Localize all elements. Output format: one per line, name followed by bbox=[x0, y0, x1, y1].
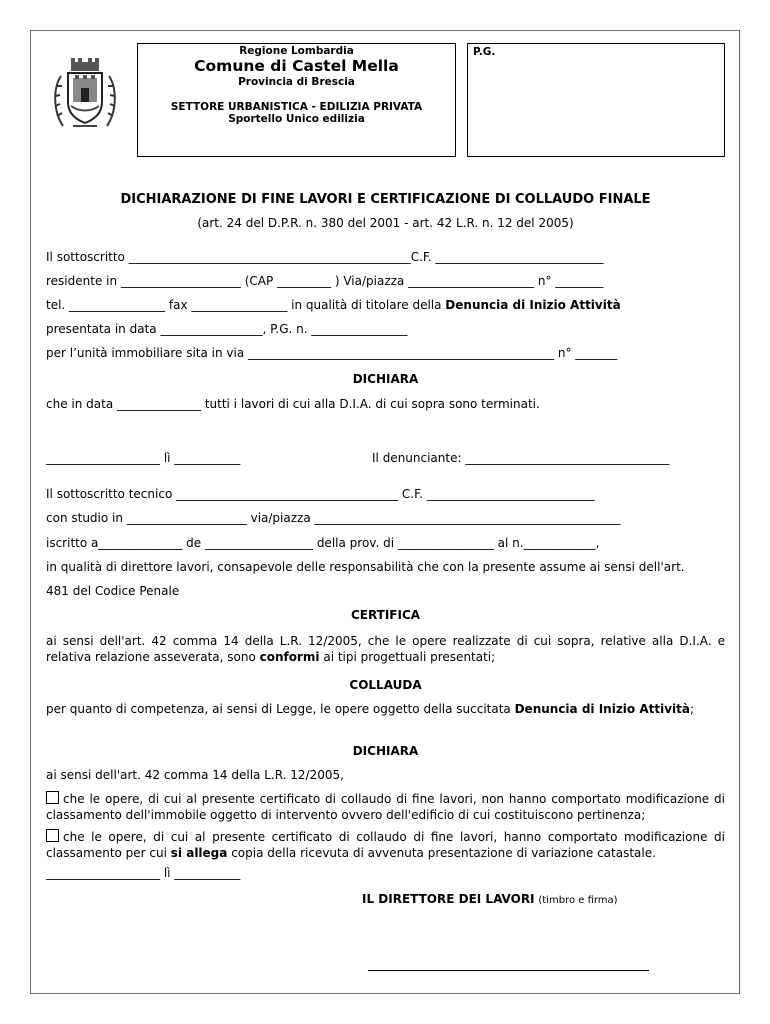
pg-label: P.G. bbox=[473, 46, 496, 58]
settore-name: SETTORE URBANISTICA - EDILIZIA PRIVATA bbox=[170, 101, 423, 113]
header-box bbox=[137, 43, 456, 157]
coat-of-arms-icon bbox=[51, 56, 119, 132]
comune-name: Comune di Castel Mella bbox=[194, 57, 399, 75]
checkbox-no-classamento[interactable] bbox=[46, 791, 59, 804]
owner-address-line: residente in ____________________ (CAP _________ ) Via/piazza _____________________ n° ________ bbox=[46, 274, 604, 288]
certifica-heading: CERTIFICA bbox=[350, 608, 421, 622]
collauda-text: per quanto di competenza, ai sensi di Legge, le opere oggetto della succitata Denuncia di Inizio Attività; bbox=[46, 702, 695, 716]
dichiara2-intro: ai sensi dell'art. 42 comma 14 della L.R. 12/2005, bbox=[46, 768, 344, 782]
tecnico-name-line: Il sottoscritto tecnico _____________________________________ C.F. ____________________________ bbox=[46, 487, 595, 501]
tecnico-role-line: in qualità di direttore lavori, consapevole delle responsabilità che con la presente assume ai sensi dell'art. bbox=[46, 560, 685, 574]
certifica-text: ai sensi dell'art. 42 comma 14 della L.R. 12/2005, che le opere realizzate di cui sopra, relative alla D.I.A. e relativa relazione asseverata, sono conformi ai tipi progettuali presentati; bbox=[46, 634, 725, 664]
option-no-classamento: che le opere, di cui al presente certificato di collaudo di fine lavori, non hanno comportato modificazione di classamento dell'immobile oggetto di intervento ovvero dell'edificio di cui costituiscono pertinenza; bbox=[46, 792, 725, 822]
place-date-line-2: ___________________ lì ___________ bbox=[46, 866, 241, 880]
direttore-label: IL DIRETTORE DEI LAVORI (timbro e firma) bbox=[362, 892, 618, 906]
dichiara-heading: DICHIARA bbox=[352, 372, 419, 386]
document-title: DICHIARAZIONE DI FINE LAVORI E CERTIFICAZIONE DI COLLAUDO FINALE bbox=[120, 192, 651, 207]
property-address-line: per l’unità immobiliare sita in via ___________________________________________________ n° _______ bbox=[46, 346, 618, 360]
dia-date-line: presentata in data _________________, P.G. n. ________________ bbox=[46, 322, 408, 336]
denunciante-signature-line: Il denunciante: __________________________________ bbox=[372, 451, 670, 465]
dia-label: Denuncia di Inizio Attività bbox=[445, 298, 621, 312]
provincia-name: Provincia di Brescia bbox=[238, 76, 355, 88]
sportello-name: Sportello Unico edilizia bbox=[228, 113, 365, 125]
tecnico-role-line-2: 481 del Codice Penale bbox=[46, 584, 180, 598]
document-subtitle: (art. 24 del D.P.R. n. 380 del 2001 - art. 42 L.R. n. 12 del 2005) bbox=[197, 216, 574, 230]
dichiara2-heading: DICHIARA bbox=[352, 744, 419, 758]
checkbox-classamento[interactable] bbox=[46, 829, 59, 842]
tecnico-register-line: iscritto a______________ de __________________ della prov. di ________________ al n.____________, bbox=[46, 536, 600, 550]
tecnico-studio-line: con studio in ____________________ via/piazza ___________________________________________________ bbox=[46, 511, 621, 525]
owner-name-line: Il sottoscritto _______________________________________________C.F. ____________________________ bbox=[46, 250, 604, 264]
direttore-signature-line bbox=[368, 970, 649, 971]
region-name: Regione Lombardia bbox=[239, 45, 354, 57]
timbro-note: (timbro e firma) bbox=[538, 895, 618, 906]
place-date-line: ___________________ lì ___________ bbox=[46, 451, 241, 465]
end-date-line: che in data ______________ tutti i lavori di cui alla D.I.A. di cui sopra sono terminati. bbox=[46, 397, 540, 411]
owner-contact-line: tel. ________________ fax ________________ in qualità di titolare della Denuncia di Inizio Attività bbox=[46, 298, 621, 312]
collauda-heading: COLLAUDA bbox=[349, 678, 422, 692]
option-classamento: che le opere, di cui al presente certificato di collaudo di fine lavori, hanno comportato modificazione di classamento per cui si allega copia della ricevuta di avvenuta presentazione di variazione catastale. bbox=[46, 830, 725, 860]
protocol-box bbox=[467, 43, 725, 157]
